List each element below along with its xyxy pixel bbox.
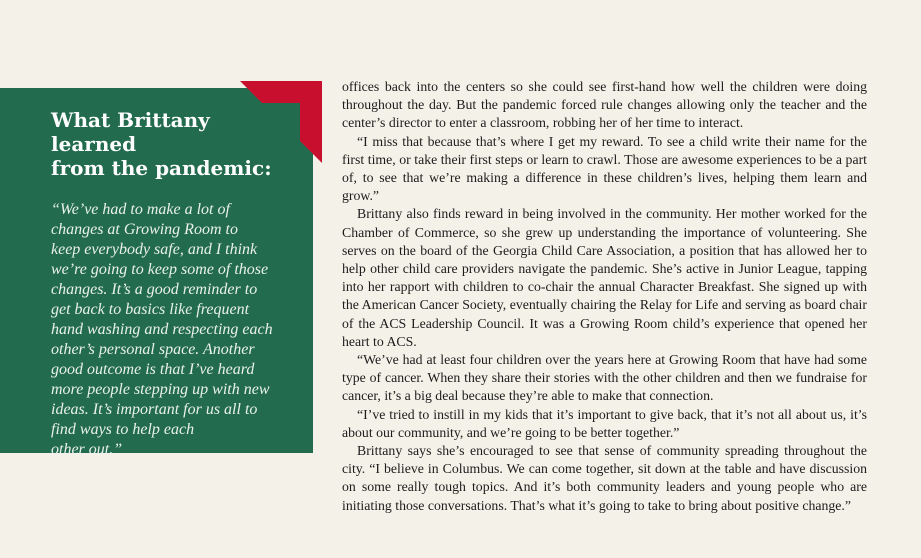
article-body bbox=[342, 78, 867, 515]
quote-line: changes at Growing Room to bbox=[51, 221, 238, 238]
article-paragraph: offices back into the centers so she could see first-hand how well the children were doing throughout the day. But the pandemic forced rule changes allowing only the teacher and the center’s director to enter a classroom, robbing her of her time to interact. bbox=[342, 79, 867, 131]
quote-line: keep everybody safe, and I think bbox=[51, 241, 258, 258]
sidebar-quote bbox=[51, 200, 297, 460]
article-paragraph: “We’ve had at least four children over the years here at Growing Room that have had some type of cancer. When they share their stories with the other children and then we fundraise for cancer, it’s a big deal because they’re able to make that connection. bbox=[342, 352, 867, 404]
corner-accent-shape bbox=[240, 81, 322, 163]
article-paragraph: “I’ve tried to instill in my kids that it’s important to give back, that it’s not all about us, it’s about our community, and we’re going to be better together.” bbox=[342, 406, 867, 440]
sidebar-title-line: from the pandemic: bbox=[51, 156, 272, 180]
quote-line: get back to basics like frequent bbox=[51, 301, 250, 318]
quote-line: changes. It’s a good reminder to bbox=[51, 281, 258, 298]
quote-line: we’re going to keep some of those bbox=[51, 261, 269, 278]
quote-line: “We’ve had to make a lot of bbox=[51, 201, 230, 218]
quote-line: other’s personal space. Another bbox=[51, 341, 255, 358]
quote-line: more people stepping up with new bbox=[51, 381, 270, 398]
corner-accent-icon bbox=[240, 81, 322, 163]
quote-line: find ways to help each bbox=[51, 421, 195, 438]
quote-line: other out.” bbox=[51, 441, 123, 458]
article-paragraph: Brittany says she’s encouraged to see that sense of community spreading throughout the city. “I believe in Columbus. We can come together, sit down at the table and have discussion on some really tough topics. And it’s both community leaders and young people who are initiating those conversations. That’s what it’s going to take to bring about positive change.” bbox=[342, 443, 867, 513]
quote-line: ideas. It’s important for us all to bbox=[51, 401, 258, 418]
quote-line: hand washing and respecting each bbox=[51, 321, 273, 338]
quote-line: good outcome is that I’ve heard bbox=[51, 361, 255, 378]
sidebar-title-line: What Brittany learned bbox=[51, 108, 210, 156]
article-paragraph: Brittany also finds reward in being involved in the community. Her mother worked for the Chamber of Commerce, so she grew up understanding the importance of volunteering. She serves on the board of the Georgia Child Care Association, a position that has allowed her to help other child care providers navigate the pandemic. She’s active in Junior League, tapping into her rapport with children to co-chair the annual Character Breakfast. She signed up with the American Cancer Society, eventually chairing the Relay for Life and serving as board chair of the ACS Leadership Council. It was a Growing Room child’s experience that opened her heart to ACS. bbox=[342, 206, 867, 349]
article-paragraph: “I miss that because that’s where I get my reward. To see a child write their name for the first time, or take their first steps or learn to crawl. Those are awesome experiences to be a part of, to see that we’re making a difference in these children’s lives, helping them learn and grow.” bbox=[342, 133, 867, 204]
